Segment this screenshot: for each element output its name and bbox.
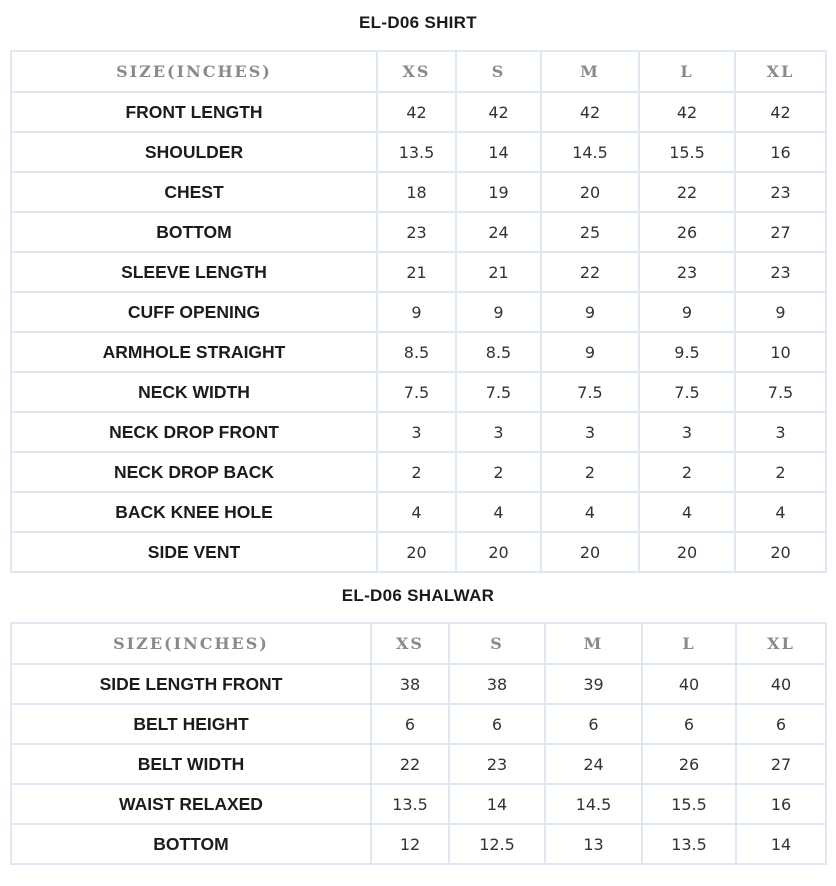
row-label: SHOULDER — [11, 132, 377, 172]
row-label: NECK WIDTH — [11, 372, 377, 412]
size-value-cell: 22 — [541, 252, 639, 292]
size-value-cell: 16 — [735, 132, 826, 172]
header-l: L — [642, 623, 736, 664]
row-label: FRONT LENGTH — [11, 92, 377, 132]
row-label: NECK DROP FRONT — [11, 412, 377, 452]
row-label: BELT WIDTH — [11, 744, 371, 784]
size-value-cell: 20 — [735, 532, 826, 572]
size-value-cell: 24 — [545, 744, 642, 784]
header-size-inches: SIZE(INCHES) — [11, 623, 371, 664]
table-row — [11, 132, 826, 172]
header-s: S — [456, 51, 541, 92]
size-value-cell: 9 — [541, 332, 639, 372]
size-value-cell: 13.5 — [371, 784, 449, 824]
size-value-cell: 42 — [735, 92, 826, 132]
shalwar-table-title: EL-D06 SHALWAR — [341, 586, 495, 605]
size-value-cell: 3 — [377, 412, 456, 452]
table-row — [11, 492, 826, 532]
size-value-cell: 22 — [371, 744, 449, 784]
row-label: BOTTOM — [11, 824, 371, 864]
size-value-cell: 3 — [639, 412, 735, 452]
row-label: SIDE LENGTH FRONT — [11, 664, 371, 704]
size-value-cell: 6 — [449, 704, 545, 744]
size-value-cell: 38 — [371, 664, 449, 704]
header-l: L — [639, 51, 735, 92]
table-row — [11, 532, 826, 572]
table-row — [11, 92, 826, 132]
row-label: CUFF OPENING — [11, 292, 377, 332]
size-value-cell: 18 — [377, 172, 456, 212]
size-value-cell: 42 — [541, 92, 639, 132]
table-header-row — [11, 623, 826, 664]
header-size-inches: SIZE(INCHES) — [11, 51, 377, 92]
row-label: BACK KNEE HOLE — [11, 492, 377, 532]
size-value-cell: 9 — [639, 292, 735, 332]
size-value-cell: 40 — [736, 664, 826, 704]
size-value-cell: 2 — [541, 452, 639, 492]
header-s: S — [449, 623, 545, 664]
header-m: M — [541, 51, 639, 92]
size-value-cell: 42 — [377, 92, 456, 132]
size-value-cell: 25 — [541, 212, 639, 252]
size-value-cell: 2 — [735, 452, 826, 492]
size-value-cell: 7.5 — [377, 372, 456, 412]
size-value-cell: 40 — [642, 664, 736, 704]
size-value-cell: 10 — [735, 332, 826, 372]
size-value-cell: 23 — [639, 252, 735, 292]
size-value-cell: 38 — [449, 664, 545, 704]
size-value-cell: 27 — [736, 744, 826, 784]
table-row — [11, 744, 826, 784]
size-value-cell: 7.5 — [735, 372, 826, 412]
size-value-cell: 14 — [449, 784, 545, 824]
size-value-cell: 6 — [545, 704, 642, 744]
size-value-cell: 26 — [639, 212, 735, 252]
size-value-cell: 14.5 — [545, 784, 642, 824]
size-value-cell: 2 — [377, 452, 456, 492]
size-value-cell: 9 — [541, 292, 639, 332]
size-value-cell: 7.5 — [639, 372, 735, 412]
size-value-cell: 13.5 — [377, 132, 456, 172]
table-header-row — [11, 51, 826, 92]
size-value-cell: 2 — [639, 452, 735, 492]
size-value-cell: 23 — [449, 744, 545, 784]
size-value-cell: 4 — [639, 492, 735, 532]
table-row — [11, 212, 826, 252]
size-value-cell: 26 — [642, 744, 736, 784]
size-value-cell: 6 — [642, 704, 736, 744]
size-value-cell: 3 — [735, 412, 826, 452]
size-value-cell: 20 — [541, 172, 639, 212]
shirt-table-title: EL-D06 SHIRT — [359, 13, 477, 32]
size-value-cell: 4 — [735, 492, 826, 532]
header-xl: XL — [735, 51, 826, 92]
size-value-cell: 20 — [377, 532, 456, 572]
size-value-cell: 7.5 — [456, 372, 541, 412]
size-value-cell: 8.5 — [456, 332, 541, 372]
header-m: M — [545, 623, 642, 664]
size-value-cell: 7.5 — [541, 372, 639, 412]
table-row — [11, 824, 826, 864]
size-value-cell: 42 — [639, 92, 735, 132]
size-value-cell: 27 — [735, 212, 826, 252]
header-xl: XL — [736, 623, 826, 664]
size-value-cell: 9 — [735, 292, 826, 332]
row-label: WAIST RELAXED — [11, 784, 371, 824]
row-label: BOTTOM — [11, 212, 377, 252]
size-value-cell: 23 — [735, 172, 826, 212]
row-label: ARMHOLE STRAIGHT — [11, 332, 377, 372]
size-value-cell: 20 — [456, 532, 541, 572]
table-row — [11, 252, 826, 292]
size-value-cell: 21 — [456, 252, 541, 292]
table-row — [11, 332, 826, 372]
row-label: SIDE VENT — [11, 532, 377, 572]
size-value-cell: 9.5 — [639, 332, 735, 372]
size-value-cell: 4 — [377, 492, 456, 532]
size-value-cell: 4 — [456, 492, 541, 532]
size-value-cell: 14 — [736, 824, 826, 864]
table-row — [11, 292, 826, 332]
size-value-cell: 19 — [456, 172, 541, 212]
size-value-cell: 4 — [541, 492, 639, 532]
size-value-cell: 13 — [545, 824, 642, 864]
row-label: NECK DROP BACK — [11, 452, 377, 492]
table-row — [11, 172, 826, 212]
table-row — [11, 664, 826, 704]
size-value-cell: 6 — [736, 704, 826, 744]
size-value-cell: 15.5 — [639, 132, 735, 172]
size-value-cell: 9 — [377, 292, 456, 332]
size-value-cell: 13.5 — [642, 824, 736, 864]
size-value-cell: 21 — [377, 252, 456, 292]
table-row — [11, 704, 826, 744]
size-value-cell: 14.5 — [541, 132, 639, 172]
row-label: BELT HEIGHT — [11, 704, 371, 744]
size-value-cell: 23 — [377, 212, 456, 252]
header-xs: XS — [371, 623, 449, 664]
size-value-cell: 39 — [545, 664, 642, 704]
shalwar-size-table — [10, 622, 827, 865]
size-value-cell: 6 — [371, 704, 449, 744]
size-value-cell: 12 — [371, 824, 449, 864]
size-value-cell: 23 — [735, 252, 826, 292]
size-value-cell: 12.5 — [449, 824, 545, 864]
size-value-cell: 20 — [639, 532, 735, 572]
size-value-cell: 42 — [456, 92, 541, 132]
size-value-cell: 16 — [736, 784, 826, 824]
table-row — [11, 412, 826, 452]
shirt-size-table — [10, 50, 827, 573]
table-row — [11, 372, 826, 412]
size-value-cell: 24 — [456, 212, 541, 252]
row-label: SLEEVE LENGTH — [11, 252, 377, 292]
size-value-cell: 3 — [541, 412, 639, 452]
size-value-cell: 9 — [456, 292, 541, 332]
size-value-cell: 8.5 — [377, 332, 456, 372]
header-xs: XS — [377, 51, 456, 92]
table-row — [11, 784, 826, 824]
size-value-cell: 14 — [456, 132, 541, 172]
size-value-cell: 20 — [541, 532, 639, 572]
row-label: CHEST — [11, 172, 377, 212]
size-value-cell: 15.5 — [642, 784, 736, 824]
table-row — [11, 452, 826, 492]
size-value-cell: 3 — [456, 412, 541, 452]
size-value-cell: 22 — [639, 172, 735, 212]
size-value-cell: 2 — [456, 452, 541, 492]
